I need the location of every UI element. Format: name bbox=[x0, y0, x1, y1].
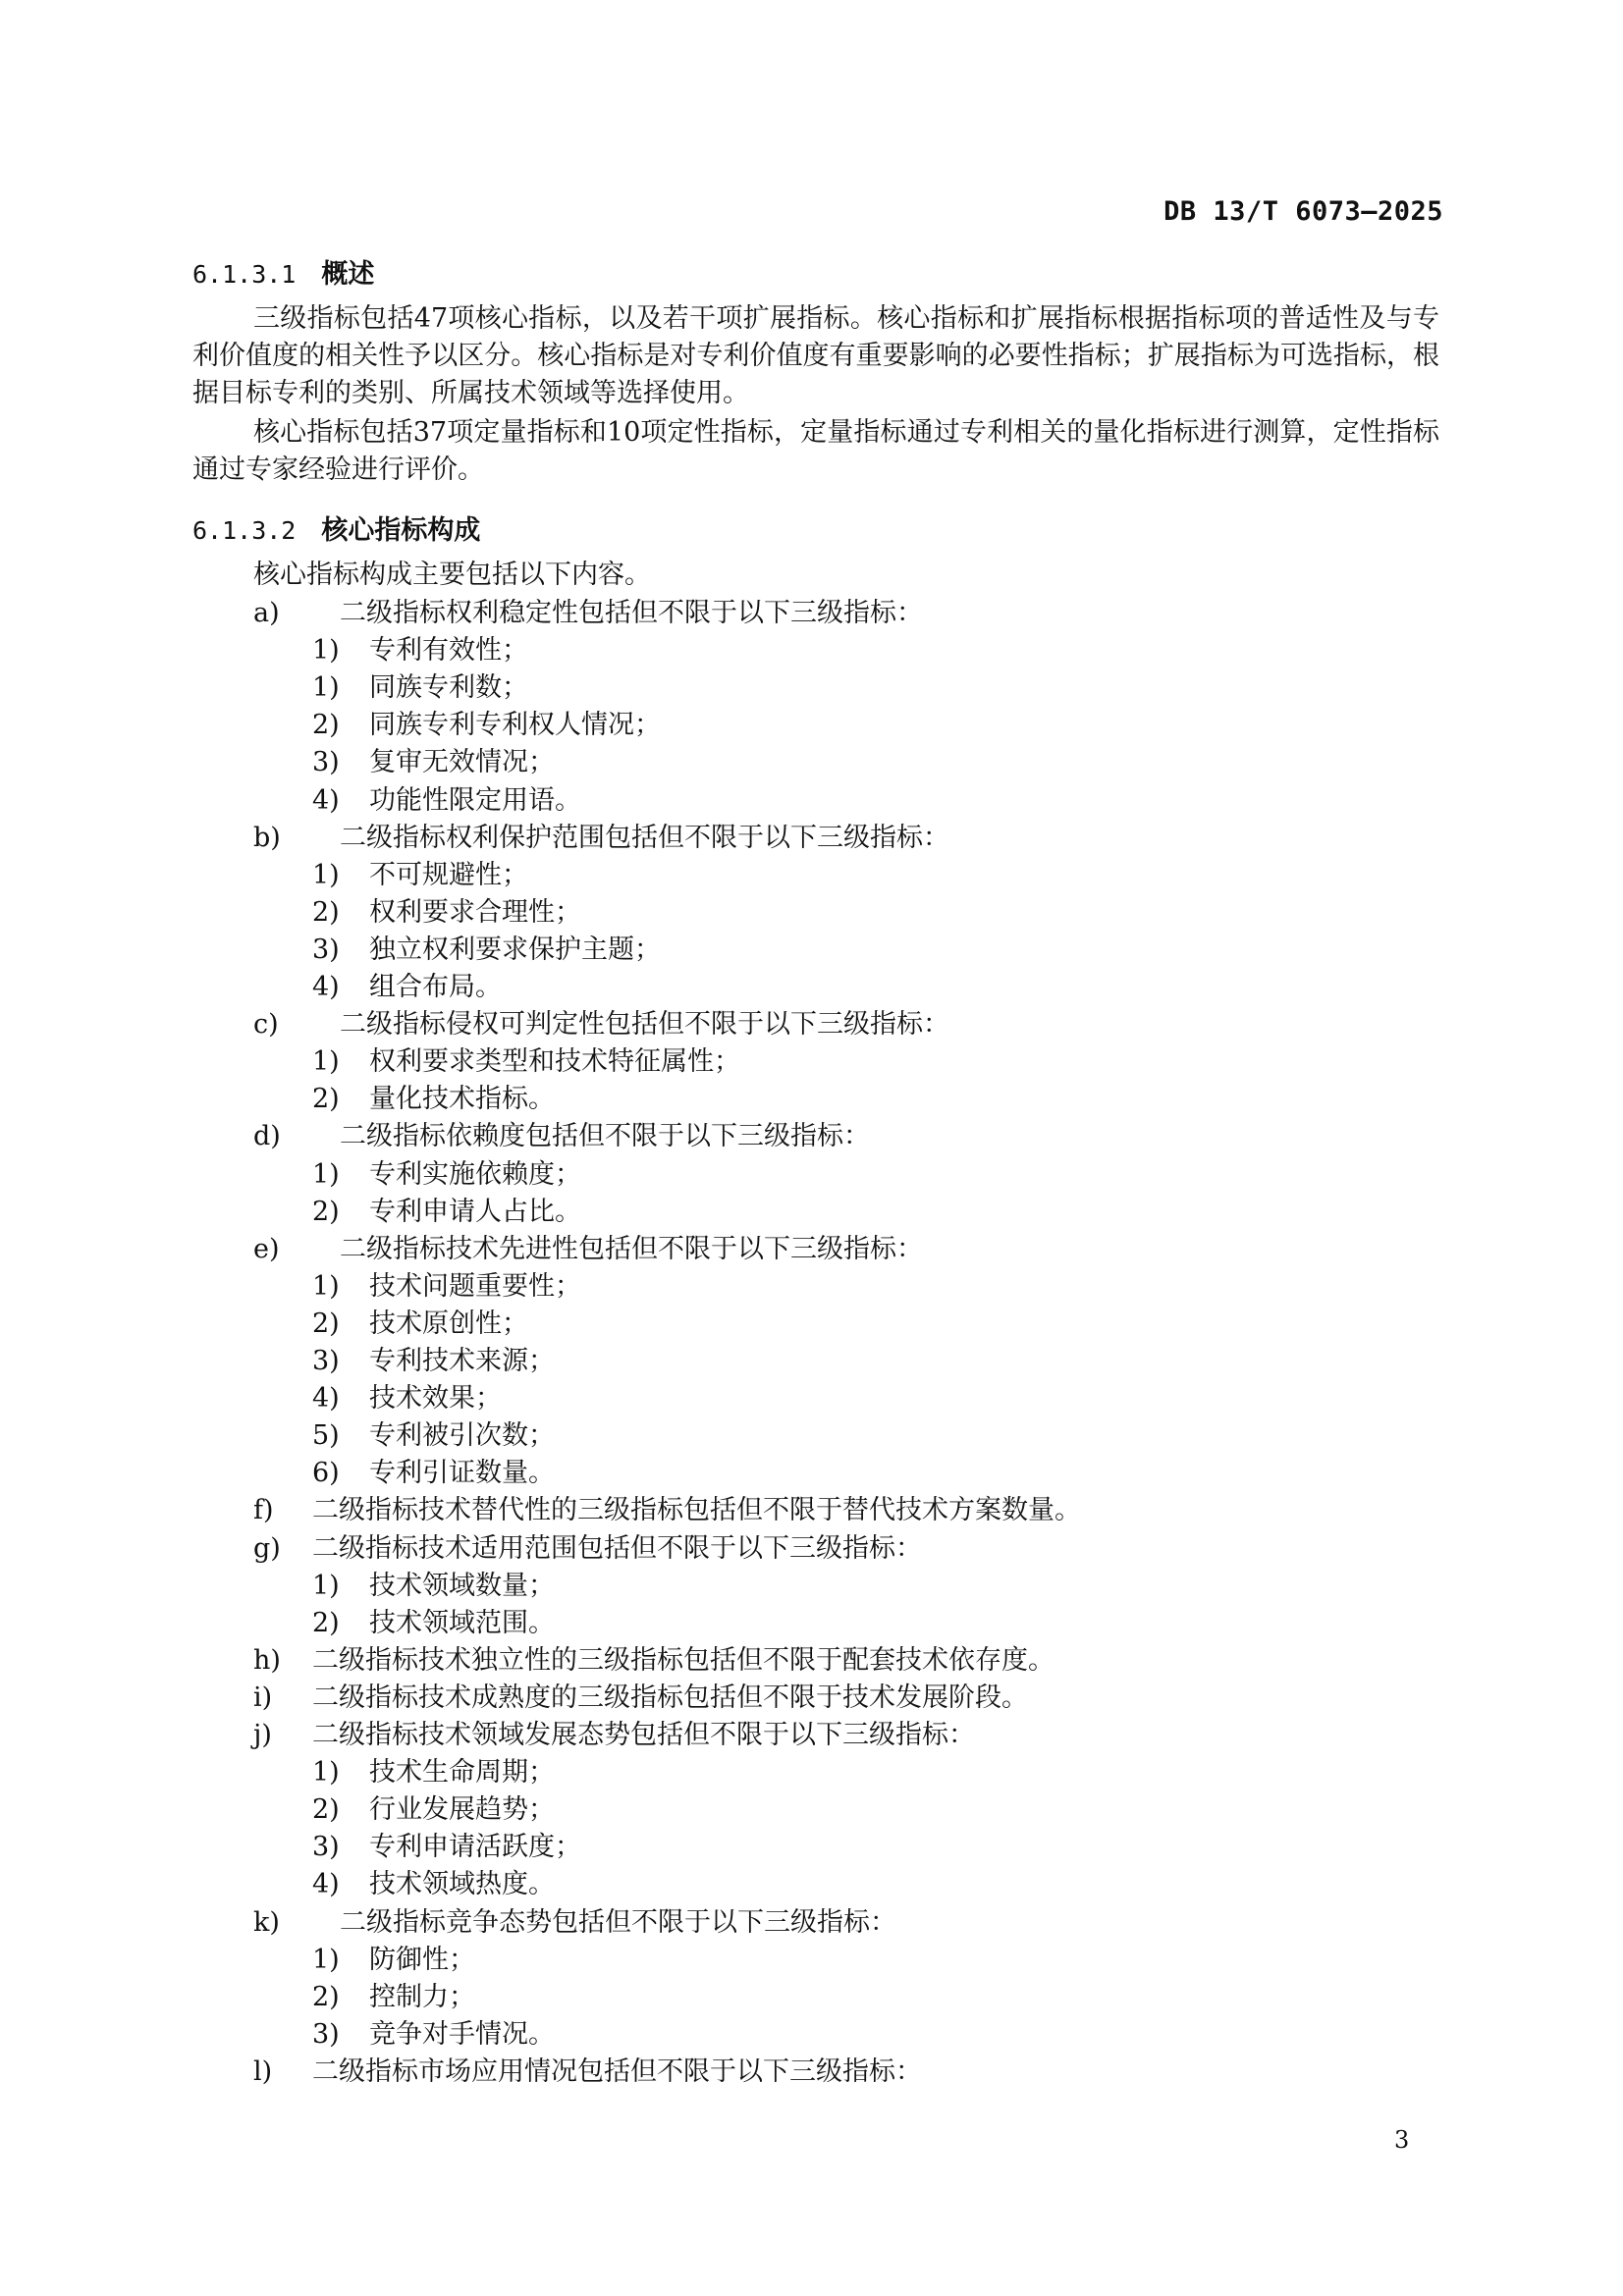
paragraph-overview-2: 核心指标包括37项定量指标和10项定性指标，定量指标通过专利相关的量化指标进行测算，定性指标通过专家经验进行评价。 bbox=[192, 417, 1439, 485]
list-label: 1) bbox=[312, 1945, 340, 1975]
list-text: 二级指标技术适用范围包括但不限于以下三级指标： bbox=[312, 1533, 922, 1564]
sub-list-item bbox=[312, 1272, 581, 1302]
list-text: 二级指标技术先进性包括但不限于以下三级指标： bbox=[340, 1234, 923, 1264]
list-item bbox=[253, 1496, 1081, 1525]
list-text: 技术生命周期； bbox=[369, 1757, 555, 1788]
sub-list-item bbox=[312, 1572, 555, 1601]
sub-list-item bbox=[312, 973, 502, 1002]
intro-text: 核心指标构成主要包括以下内容。 bbox=[253, 560, 651, 590]
list-label: 1) bbox=[312, 1571, 340, 1601]
list-label: 3) bbox=[312, 1346, 340, 1376]
list-text: 专利申请活跃度； bbox=[369, 1832, 581, 1862]
list-text: 技术领域范围。 bbox=[369, 1608, 555, 1638]
paragraph-overview-1: 三级指标包括47项核心指标，以及若干项扩展指标。核心指标和扩展指标根据指标项的普适性及与专利价值度的相关性予以区分。核心指标是对专利价值度有重要影响的必要性指标；扩展指标为可选指标，根据目标专利的类别、所属技术领域等选择使用。 bbox=[192, 303, 1439, 408]
list-label: 2) bbox=[312, 897, 340, 928]
sub-list-item bbox=[312, 1047, 740, 1077]
list-text: 二级指标权利稳定性包括但不限于以下三级指标： bbox=[340, 598, 923, 628]
list-label: 2) bbox=[312, 1608, 340, 1638]
sub-list-item bbox=[312, 636, 528, 666]
sub-list-item bbox=[312, 1459, 555, 1488]
list-label: 1) bbox=[312, 1271, 340, 1302]
list-item bbox=[253, 1235, 923, 1264]
sub-list-item bbox=[312, 1384, 502, 1414]
list-label: 2) bbox=[312, 1197, 340, 1227]
list-text: 行业发展趋势； bbox=[369, 1794, 555, 1825]
sub-list-item bbox=[312, 673, 528, 703]
list-text: 同族专利数； bbox=[369, 672, 528, 703]
sub-list-item bbox=[312, 2020, 555, 2050]
list-text: 技术原创性； bbox=[369, 1308, 528, 1339]
list-text: 二级指标技术独立性的三级指标包括但不限于配套技术依存度。 bbox=[312, 1645, 1055, 1676]
sub-list-item bbox=[312, 711, 661, 740]
list-text: 二级指标竞争态势包括但不限于以下三级指标： bbox=[340, 1907, 896, 1938]
list-text: 技术问题重要性； bbox=[369, 1271, 581, 1302]
list-text: 二级指标市场应用情况包括但不限于以下三级指标： bbox=[312, 2056, 922, 2087]
list-label: g) bbox=[253, 1533, 281, 1564]
list-item bbox=[253, 824, 949, 853]
list-text: 竞争对手情况。 bbox=[369, 2019, 555, 2050]
list-item bbox=[253, 1534, 922, 1564]
list-label: e) bbox=[253, 1234, 280, 1264]
list-label: 3) bbox=[312, 2019, 340, 2050]
sub-list-item bbox=[312, 1758, 555, 1788]
list-label: b) bbox=[253, 823, 281, 853]
list-item bbox=[253, 1010, 949, 1040]
list-text: 二级指标侵权可判定性包括但不限于以下三级指标： bbox=[340, 1009, 949, 1040]
sub-list-item bbox=[312, 786, 581, 816]
sub-list-item bbox=[312, 1795, 555, 1825]
list-text: 专利技术来源； bbox=[369, 1346, 555, 1376]
list-label: l) bbox=[253, 2056, 273, 2087]
list-item bbox=[253, 1721, 975, 1750]
list-text: 技术领域热度。 bbox=[369, 1869, 555, 1899]
list-label: h) bbox=[253, 1645, 281, 1676]
section-heading-core bbox=[192, 508, 480, 547]
sub-list-item bbox=[312, 1946, 475, 1975]
list-label: 4) bbox=[312, 1869, 340, 1899]
section-title: 概述 bbox=[321, 259, 375, 290]
list-text: 二级指标技术领域发展态势包括但不限于以下三级指标： bbox=[312, 1720, 975, 1750]
sub-list-item bbox=[312, 1198, 581, 1227]
list-label: 5) bbox=[312, 1420, 340, 1451]
list-text: 独立权利要求保护主题； bbox=[369, 934, 661, 965]
list-label: 1) bbox=[312, 860, 340, 890]
list-item bbox=[253, 1122, 870, 1151]
list-text: 量化技术指标。 bbox=[369, 1084, 555, 1114]
list-text: 组合布局。 bbox=[369, 972, 502, 1002]
list-label: 4) bbox=[312, 972, 340, 1002]
list-item bbox=[253, 599, 923, 628]
list-label: 1) bbox=[312, 1159, 340, 1190]
list-item bbox=[253, 1908, 896, 1938]
sub-list-item bbox=[312, 935, 661, 965]
list-text: 不可规避性； bbox=[369, 860, 528, 890]
list-label: 1) bbox=[312, 1046, 340, 1077]
sub-list-item bbox=[312, 1160, 581, 1190]
list-label: 1) bbox=[312, 1757, 340, 1788]
list-text: 二级指标依赖度包括但不限于以下三级指标： bbox=[340, 1121, 870, 1151]
sub-list-item bbox=[312, 861, 528, 890]
sub-list-item bbox=[312, 1421, 555, 1451]
list-text: 专利申请人占比。 bbox=[369, 1197, 581, 1227]
list-label: f) bbox=[253, 1495, 274, 1525]
list-label: 1) bbox=[312, 672, 340, 703]
list-text: 控制力； bbox=[369, 1982, 475, 2012]
sub-list-item bbox=[312, 1085, 555, 1114]
list-label: 3) bbox=[312, 747, 340, 777]
list-text: 复审无效情况； bbox=[369, 747, 555, 777]
document-code: DB 13/T 6073—2025 bbox=[1163, 196, 1443, 227]
list-label: 1) bbox=[312, 635, 340, 666]
list-label: 2) bbox=[312, 1308, 340, 1339]
list-text: 二级指标技术替代性的三级指标包括但不限于替代技术方案数量。 bbox=[312, 1495, 1081, 1525]
list-label: 2) bbox=[312, 1084, 340, 1114]
sub-list-item bbox=[312, 1309, 528, 1339]
page-number: 3 bbox=[1394, 2126, 1410, 2154]
list-text: 权利要求类型和技术特征属性； bbox=[369, 1046, 740, 1077]
list-text: 技术效果； bbox=[369, 1383, 502, 1414]
section-heading-overview bbox=[192, 252, 374, 291]
list-label: j) bbox=[253, 1720, 272, 1750]
list-label: 3) bbox=[312, 934, 340, 965]
list-item bbox=[253, 2057, 922, 2087]
section-number: 6.1.3.2 bbox=[192, 516, 297, 545]
list-text: 权利要求合理性； bbox=[369, 897, 581, 928]
sub-list-item bbox=[312, 898, 581, 928]
section-title: 核心指标构成 bbox=[321, 515, 481, 546]
list-text: 技术领域数量； bbox=[369, 1571, 555, 1601]
sub-list-item bbox=[312, 748, 555, 777]
list-text: 同族专利专利权人情况； bbox=[369, 710, 661, 740]
sub-list-item bbox=[312, 1609, 555, 1638]
list-item bbox=[253, 1646, 1055, 1676]
section-number: 6.1.3.1 bbox=[192, 260, 297, 289]
sub-list-item bbox=[312, 1983, 475, 2012]
list-label: i) bbox=[253, 1682, 273, 1713]
list-label: a) bbox=[253, 598, 280, 628]
sub-list-item bbox=[312, 1347, 555, 1376]
list-text: 功能性限定用语。 bbox=[369, 785, 581, 816]
list-label: d) bbox=[253, 1121, 281, 1151]
list-text: 专利实施依赖度； bbox=[369, 1159, 581, 1190]
list-label: 6) bbox=[312, 1458, 340, 1488]
list-label: k) bbox=[253, 1907, 280, 1938]
list-label: 2) bbox=[312, 1794, 340, 1825]
sub-list-item bbox=[312, 1833, 581, 1862]
list-text: 专利被引次数； bbox=[369, 1420, 555, 1451]
list-text: 专利引证数量。 bbox=[369, 1458, 555, 1488]
list-text: 二级指标权利保护范围包括但不限于以下三级指标： bbox=[340, 823, 949, 853]
list-text: 专利有效性； bbox=[369, 635, 528, 666]
list-text: 二级指标技术成熟度的三级指标包括但不限于技术发展阶段。 bbox=[312, 1682, 1028, 1713]
sub-list-item bbox=[312, 1870, 555, 1899]
list-text: 防御性； bbox=[369, 1945, 475, 1975]
list-label: c) bbox=[253, 1009, 279, 1040]
list-label: 3) bbox=[312, 1832, 340, 1862]
list-item bbox=[253, 1683, 1028, 1713]
list-label: 4) bbox=[312, 785, 340, 816]
list-label: 4) bbox=[312, 1383, 340, 1414]
list-label: 2) bbox=[312, 1982, 340, 2012]
list-label: 2) bbox=[312, 710, 340, 740]
